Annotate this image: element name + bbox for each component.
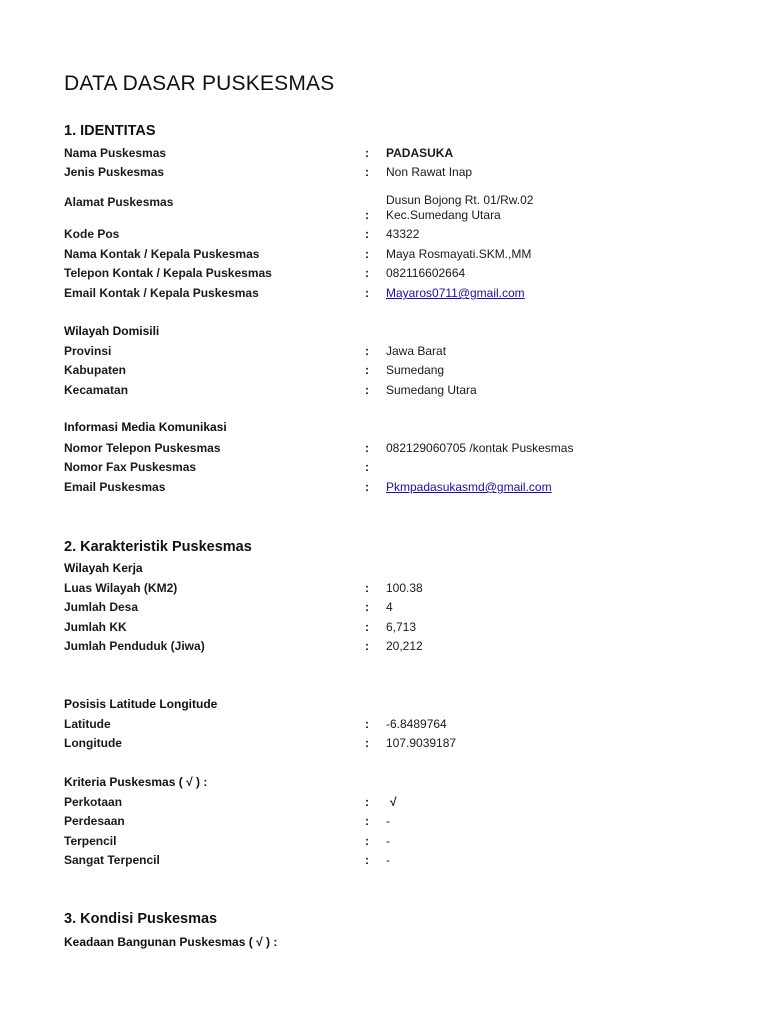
field-label: Kode Pos [64,227,120,241]
field-value: 082116602664 [386,266,466,280]
field-label: Terpencil [64,834,117,848]
field-label: Perdesaan [64,814,125,828]
field-label: Jumlah KK [64,620,127,634]
field-label: Provinsi [64,344,112,358]
field-label: Luas Wilayah (KM2) [64,581,178,595]
field-colon: : [365,834,369,848]
field-colon: : [365,814,369,828]
section-karakteristik-heading: 2. Karakteristik Puskesmas [64,539,252,555]
field-label: Longitude [64,736,122,750]
field-value: Jawa Barat [386,344,447,358]
puskesmas-email-link[interactable]: Pkmpadasukasmd@gmail.com [386,480,552,494]
contact-email-link[interactable]: Mayaros0711@gmail.com [386,286,525,300]
field-colon: : [365,363,369,377]
field-colon: : [365,344,369,358]
field-label: Jenis Puskesmas [64,165,165,179]
field-value: 100.38 [386,581,423,595]
field-value-line1: Dusun Bojong Rt. 01/Rw.02 [386,193,534,207]
field-colon: : [365,736,369,750]
checkmark-value: √ [390,795,397,809]
field-value: Sumedang Utara [386,383,477,397]
field-colon: : [365,146,369,160]
field-label: Jumlah Penduduk (Jiwa) [64,639,205,653]
field-label: Nomor Telepon Puskesmas [64,441,221,455]
subsection-posisi-heading: Posisis Latitude Longitude [64,697,218,711]
field-colon: : [365,795,369,809]
field-colon: : [365,247,369,261]
field-value: 4 [386,600,393,614]
field-colon: : [365,165,369,179]
field-colon: : [365,480,369,494]
field-colon: : [365,853,369,867]
field-label: Telepon Kontak / Kepala Puskesmas [64,266,272,280]
field-colon: : [365,441,369,455]
field-colon: : [365,717,369,731]
field-colon: : [365,266,369,280]
field-value: Non Rawat Inap [386,165,473,179]
field-value: 082129060705 /kontak Puskesmas [386,441,574,455]
field-label: Perkotaan [64,795,123,809]
field-colon: : [365,227,369,241]
field-value: 107.9039187 [386,736,457,750]
field-colon: : [365,383,369,397]
subsection-media-heading: Informasi Media Komunikasi [64,420,227,434]
field-label: Jumlah Desa [64,600,139,614]
field-value: 6,713 [386,620,417,634]
section-identitas-heading: 1. IDENTITAS [64,123,156,139]
field-colon: : [365,600,369,614]
field-value: - [386,853,390,867]
field-label: Sangat Terpencil [64,853,160,867]
field-colon: : [365,286,369,300]
field-value: 20,212 [386,639,423,653]
field-value: PADASUKA [386,146,454,160]
field-label: Latitude [64,717,111,731]
field-value-line2: Kec.Sumedang Utara [386,208,501,222]
field-label: Email Kontak / Kepala Puskesmas [64,286,259,300]
field-colon: : [365,581,369,595]
field-value: 43322 [386,227,420,241]
page-title: DATA DASAR PUSKESMAS [64,72,335,95]
field-value: -6.8489764 [386,717,447,731]
field-label: Email Puskesmas [64,480,166,494]
subsection-domisili-heading: Wilayah Domisili [64,324,160,338]
field-value: Sumedang [386,363,445,377]
field-label: Kecamatan [64,383,129,397]
field-colon: : [365,208,369,222]
field-value: Maya Rosmayati.SKM.,MM [386,247,532,261]
field-colon: : [365,620,369,634]
field-label: Nama Kontak / Kepala Puskesmas [64,247,260,261]
subsection-bangunan-heading: Keadaan Bangunan Puskesmas ( √ ) : [64,935,278,949]
field-label: Nomor Fax Puskesmas [64,460,197,474]
field-label: Kabupaten [64,363,127,377]
subsection-wilayah-heading: Wilayah Kerja [64,561,143,575]
field-label: Alamat Puskesmas [64,195,174,209]
section-kondisi-heading: 3. Kondisi Puskesmas [64,911,218,927]
field-colon: : [365,460,369,474]
field-colon: : [365,639,369,653]
field-value: - [386,814,390,828]
field-label: Nama Puskesmas [64,146,167,160]
subsection-kriteria-heading: Kriteria Puskesmas ( √ ) : [64,775,208,789]
field-value: - [386,834,390,848]
